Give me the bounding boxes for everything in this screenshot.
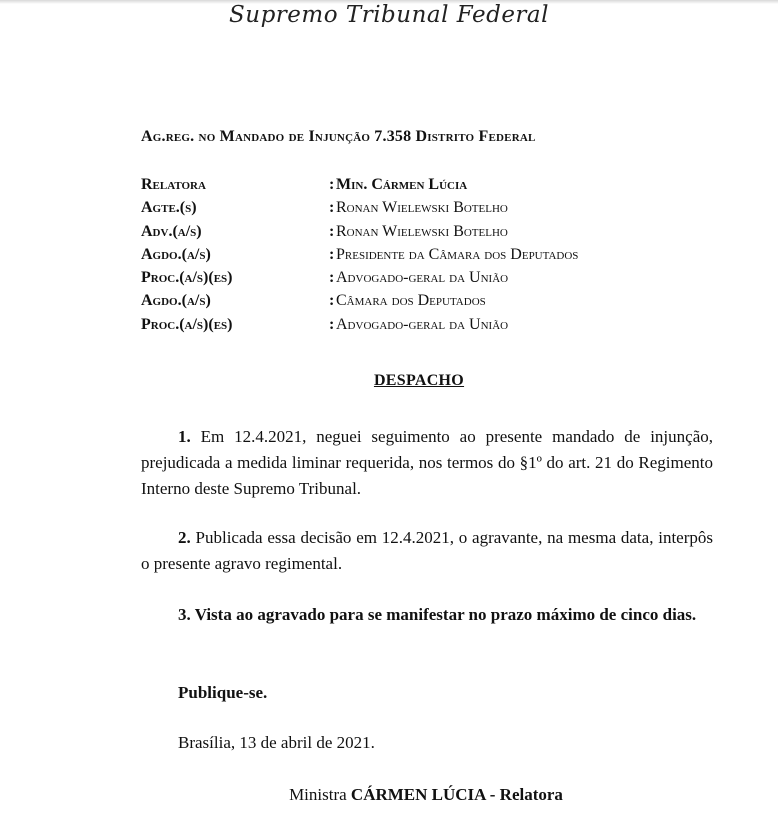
party-name: Câmara dos Deputados xyxy=(336,292,486,310)
paragraph-number: 2. xyxy=(178,528,191,547)
party-separator: : xyxy=(329,269,335,287)
party-name: Ronan Wielewski Botelho xyxy=(336,199,508,217)
paragraph-2 xyxy=(141,525,713,577)
date-line: Brasília, 13 de abril de 2021. xyxy=(178,733,375,752)
paragraph-text: Vista ao agravado para se manifestar no prazo máximo de cinco dias. xyxy=(190,605,697,624)
signature-suffix: - Relatora xyxy=(485,785,563,804)
document-heading: DESPACHO xyxy=(373,372,465,389)
party-name: Min. Cármen Lúcia xyxy=(336,176,468,193)
party-role: Proc.(a/s)(es) xyxy=(141,315,233,333)
signature-prefix: Ministra xyxy=(289,785,351,804)
party-separator: : xyxy=(329,199,335,217)
paragraph-3 xyxy=(141,602,713,628)
party-name: Advogado-geral da União xyxy=(336,315,509,333)
party-row-agravante xyxy=(141,199,701,222)
party-separator: : xyxy=(329,176,335,193)
party-role: Proc.(a/s)(es) xyxy=(141,269,233,287)
party-separator: : xyxy=(329,315,335,333)
party-role: Agdo.(a/s) xyxy=(141,245,211,263)
paragraph-1 xyxy=(141,424,713,502)
party-role: Relatora xyxy=(141,176,206,193)
party-row-agravado-1 xyxy=(141,246,701,269)
party-row-procurador-1 xyxy=(141,269,701,292)
party-role: Adv.(a/s) xyxy=(141,222,202,240)
party-row-procurador-2 xyxy=(141,316,701,339)
party-row-agravado-2 xyxy=(141,292,701,315)
case-title: Ag.reg. no Mandado de Injunção 7.358 Distrito Federal xyxy=(141,128,536,145)
party-name: Ronan Wielewski Botelho xyxy=(336,222,508,240)
signature-name: CÁRMEN LÚCIA xyxy=(350,785,486,804)
party-name: Advogado-geral da União xyxy=(336,269,509,287)
party-role: Agte.(s) xyxy=(141,199,197,217)
party-name: Presidente da Câmara dos Deputados xyxy=(336,245,579,263)
party-separator: : xyxy=(329,222,335,240)
paragraph-text: Em 12.4.2021, neguei seguimento ao presente mandado de injunção, prejudicada a medida liminar requerida, nos termos do §1º do art. 21 do Regimento Interno deste Supremo Tribunal. xyxy=(141,427,713,498)
party-role: Agdo.(a/s) xyxy=(141,292,211,310)
signature-line xyxy=(0,785,778,805)
paragraph-number: 3. xyxy=(178,605,191,624)
party-row-advogado xyxy=(141,223,701,246)
paragraph-number: 1. xyxy=(178,427,191,446)
court-header: Supremo Tribunal Federal xyxy=(229,2,549,28)
party-separator: : xyxy=(329,292,335,310)
paragraph-text: Publicada essa decisão em 12.4.2021, o agravante, na mesma data, interpôs o presente agravo regimental. xyxy=(141,528,713,573)
party-row-relatora xyxy=(141,176,701,199)
closing-publique: Publique-se. xyxy=(178,683,268,702)
parties-table xyxy=(141,176,701,339)
party-separator: : xyxy=(329,245,335,263)
